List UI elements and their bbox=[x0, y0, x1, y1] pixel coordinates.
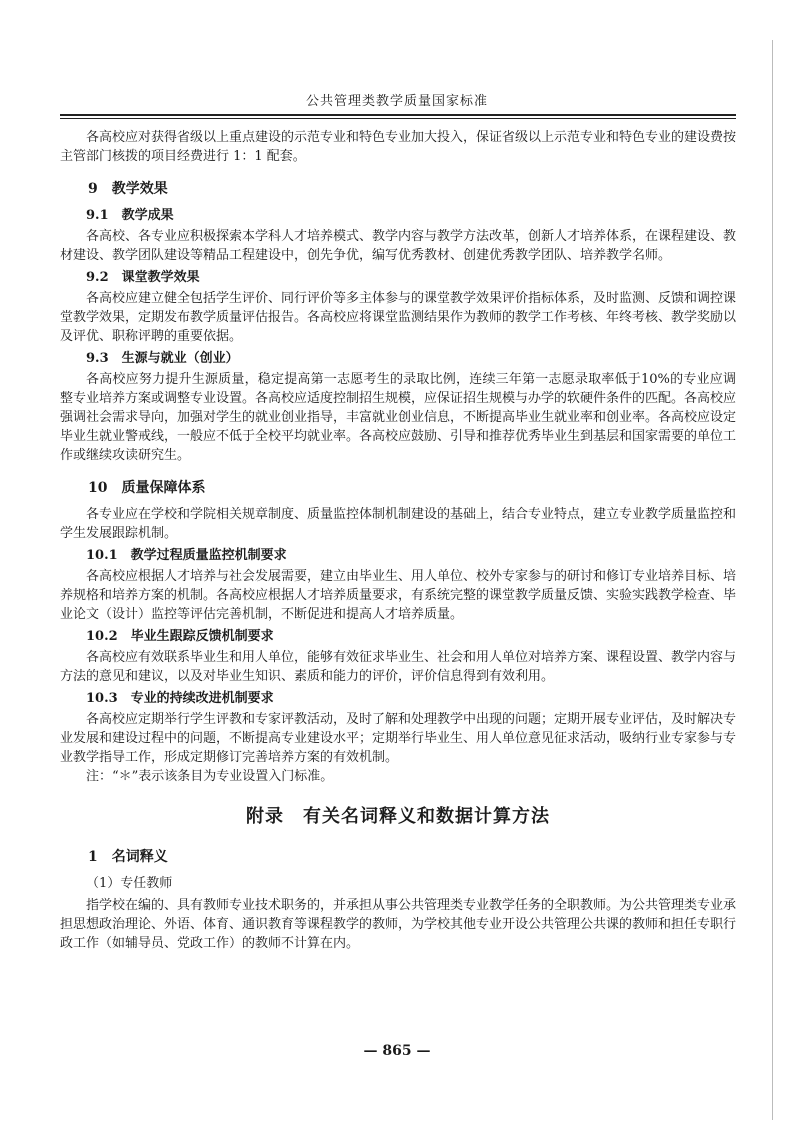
appendix-item-1-text: 指学校在编的、具有教师专业技术职务的，并承担从事公共管理类专业教学任务的全职教师。为公共管理类专业承担思想政治理论、外语、体育、通识教育等课程教学的教师，为学校其他专业开设公共管理公共课的教师和担任专职行政工作（如辅导员、党政工作）的教师不计算在内。 bbox=[60, 898, 737, 951]
section-9-1-heading: 9.1 教学成果 bbox=[86, 208, 174, 223]
section-10-3-text: 各高校应定期举行学生评教和专家评教活动，及时了解和处理教学中出现的问题；定期开展专业评估，及时解决专业发展和建设过程中的问题，不断提高专业建设水平；定期举行毕业生、用人单位意见征求活动，吸纳行业专家参与专业教学指导工作，形成定期修订完善培养方案的有效机制。 bbox=[60, 712, 737, 765]
section-9-1-text: 各高校、各专业应积极探索本学科人才培养模式、教学内容与教学方法改革，创新人才培养体系，在课程建设、教材建设、教学团队建设等精品工程建设中，创先争优，编写优秀教材、创建优秀教学团队、培养教学名师。 bbox=[60, 229, 737, 263]
running-header: 公共管理类教学质量国家标准 bbox=[305, 94, 488, 109]
header-rule-thick bbox=[60, 114, 736, 116]
section-9-heading: 9 教学效果 bbox=[88, 181, 168, 197]
section-10-intro: 各专业应在学校和学院相关规章制度、质量监控体制机制建设的基础上，结合专业特点，建立专业教学质量监控和学生发展跟踪机制。 bbox=[60, 507, 737, 541]
page-number: — 865 — bbox=[363, 1043, 431, 1059]
section-10-heading: 10 质量保障体系 bbox=[88, 480, 206, 496]
page-body bbox=[60, 128, 736, 953]
scan-edge-right bbox=[772, 40, 773, 1120]
section-9-2-heading: 9.2 课堂教学效果 bbox=[86, 270, 200, 285]
header-rule-thin bbox=[60, 118, 736, 119]
section-9-3-text: 各高校应努力提升生源质量，稳定提高第一志愿考生的录取比例，连续三年第一志愿录取率低于10%的专业应调整专业培养方案或调整专业设置。各高校应适度控制招生规模，应保证招生规模与办学的软硬件条件的匹配。各高校应强调社会需求导向，加强对学生的就业创业指导，丰富就业创业信息，不断提高毕业生就业率和创业率。各高校应设定毕业生就业警戒线，一般应不低于全校平均就业率。各高校应鼓励、引导和推荐优秀毕业生到基层和国家需要的单位工作或继续攻读研究生。 bbox=[60, 372, 737, 463]
appendix-section-1-heading: 1 名词释义 bbox=[88, 849, 168, 865]
section-10-3-heading: 10.3 专业的持续改进机制要求 bbox=[86, 691, 274, 706]
section-10-2-heading: 10.2 毕业生跟踪反馈机制要求 bbox=[86, 629, 274, 644]
section-10-1-text: 各高校应根据人才培养与社会发展需要，建立由毕业生、用人单位、校外专家参与的研讨和修订专业培养目标、培养规格和培养方案的机制。各高校应根据人才培养质量要求，有系统完整的课堂教学质量反馈、实验实践教学检查、毕业论文（设计）监控等评估完善机制，不断促进和提高人才培养质量。 bbox=[60, 569, 737, 622]
intro-paragraph: 各高校应对获得省级以上重点建设的示范专业和特色专业加大投入，保证省级以上示范专业和特色专业的建设费按主管部门核拨的项目经费进行 1：1 配套。 bbox=[60, 130, 737, 164]
section-10-note: 注：“＊”表示该条目为专业设置入门标准。 bbox=[86, 769, 334, 784]
appendix-title: 附录 有关名词释义和数据计算方法 bbox=[246, 806, 550, 827]
appendix-item-1-label: （1）专任教师 bbox=[86, 876, 173, 891]
section-10-2-text: 各高校应有效联系毕业生和用人单位，能够有效征求毕业生、社会和用人单位对培养方案、课程设置、教学内容与方法的意见和建议，以及对毕业生知识、素质和能力的评价，评价信息得到有效利用。 bbox=[60, 650, 737, 684]
section-9-3-heading: 9.3 生源与就业（创业） bbox=[86, 351, 239, 366]
section-9-2-text: 各高校应建立健全包括学生评价、同行评价等多主体参与的课堂教学效果评价指标体系，及时监测、反馈和调控课堂教学效果，定期发布教学质量评估报告。各高校应将课堂监测结果作为教师的教学工作考核、年终考核、教学奖励以及评优、职称评聘的重要依据。 bbox=[60, 291, 737, 344]
section-10-1-heading: 10.1 教学过程质量监控机制要求 bbox=[86, 548, 287, 563]
